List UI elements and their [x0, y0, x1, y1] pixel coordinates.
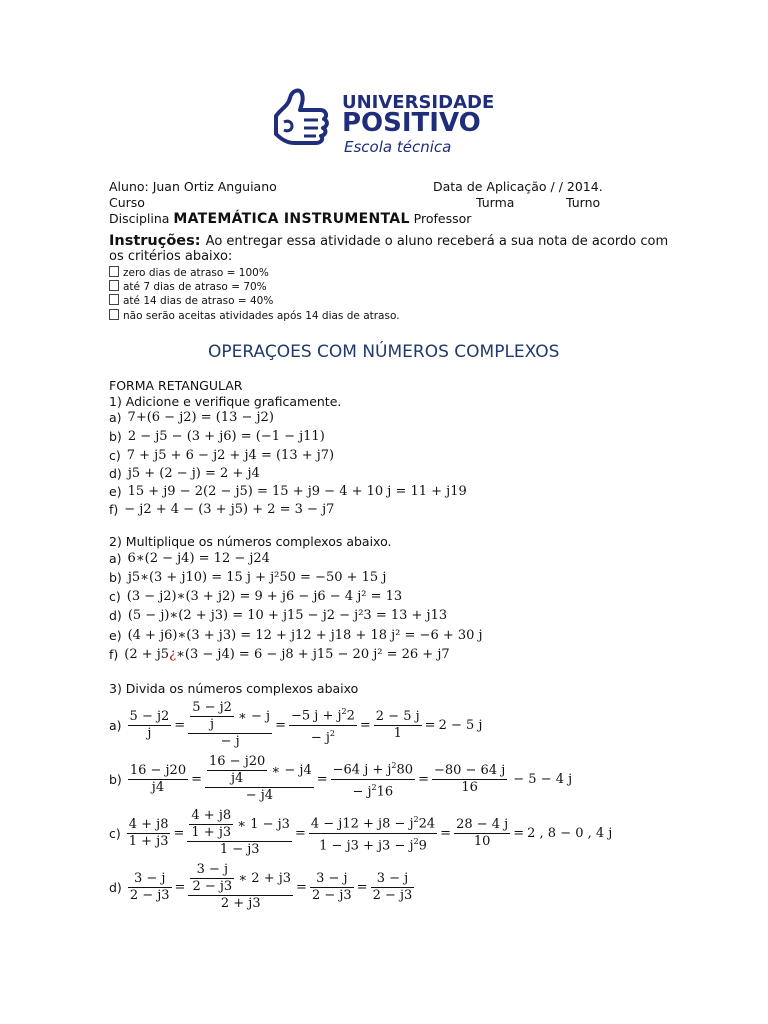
professor-field: Professor [413, 211, 472, 226]
disciplina-label: Disciplina [109, 211, 170, 226]
q2-item: f) (2 + j5 ¿ ∗(3 − j4) = 6 − j8 + j15 − 20 j² = 26 + j7 [109, 647, 450, 662]
turma-field: Turma [476, 195, 515, 210]
q3-heading: 3) Divida os números complexos abaixo [109, 681, 359, 696]
disciplina-name: MATEMÁTICA INSTRUMENTAL [173, 211, 410, 227]
q1-item: d) j5 + (2 − j) = 2 + j4 [109, 466, 260, 481]
q1-item: b) 2 − j5 − (3 + j6) = (−1 − j11) [109, 429, 325, 444]
criterio-item: até 14 dias de atraso = 40% [109, 294, 273, 307]
logo-line3: Escola técnica [344, 138, 452, 156]
criterio-item: zero dias de atraso = 100% [109, 266, 269, 279]
q2-item: c) (3 − j2)∗(3 + j2) = 9 + j6 − j6 − 4 j² = 13 [109, 589, 403, 604]
checkbox-icon [109, 280, 119, 291]
curso-field: Curso [109, 195, 145, 210]
page-title: OPERAÇOES COM NÚMEROS COMPLEXOS [208, 342, 560, 362]
logo-line1: UNIVERSIDADE [342, 92, 495, 113]
checkbox-icon [109, 266, 119, 277]
instrucoes-text2: os critérios abaixo: [109, 249, 233, 264]
instrucoes-text: Ao entregar essa atividade o aluno receberá a sua nota de acordo com [205, 234, 669, 249]
q1-item: c) 7 + j5 + 6 − j2 + j4 = (13 + j7) [109, 448, 335, 463]
criterio-item: não serão aceitas atividades após 14 dias de atraso. [109, 309, 400, 322]
q1-item: f) − j2 + 4 − (3 + j5) + 2 = 3 − j7 [109, 502, 335, 517]
data-aplicacao-field: Data de Aplicação / / 2014. [433, 179, 603, 194]
aluno-field: Aluno: Juan Ortiz Anguiano [109, 179, 277, 194]
disciplina-row [109, 211, 471, 227]
q3-item-a: a) $\frac{5 - j2}{j}$ = $\frac{5 - j2}{j}$ ∗ − j − j = $\frac{-5 j + j^22}{- j^2}$ = $\frac{2 - 5 j}{1}$ = 2 − 5 j [109, 700, 483, 749]
criterio-item: até 7 dias de atraso = 70% [109, 280, 267, 293]
checkbox-icon [109, 294, 119, 305]
q3-item-d: d) $\frac{3 - j}{2 - j3}$ = $\frac{3 - j}{2 - j3}$ ∗ 2 + j3 2 + j3 = $\frac{3 - j}{2 - j3}$ = $\frac{3 - j}{2 - j3}$ [109, 862, 413, 911]
q1-heading: 1) Adicione e verifique graficamente. [109, 394, 342, 409]
q1-item: e) 15 + j9 − 2(2 − j5) = 15 + j9 − 4 + 10 j = 11 + j19 [109, 484, 467, 499]
q1-item: a) 7+(6 − j2) = (13 − j2) [109, 410, 274, 425]
q2-heading: 2) Multiplique os números complexos abaixo. [109, 534, 392, 549]
q3-item-b: b) $\frac{16 - j20}{j4}$ = $\frac{16 - j20}{j4}$ ∗ − j4 − j4 = $\frac{-64 j + j^280}{- j^216}$ = $\frac{-80 - 64 j}{16}$ − 5 − 4 j [109, 754, 573, 803]
q3-item-c: c) $\frac{4 + j8}{1 + j3}$ = $\frac{4 + j8}{1 + j3}$ ∗ 1 − j3 1 − j3 = $\frac{4 - j12 + j8 - j^224}{1 - j3 + j3 - j^29}$ = $\frac{28 - 4 j}{10}$ = 2 , 8 − 0 , 4 j [109, 808, 613, 857]
turno-field: Turno [566, 195, 601, 210]
checkbox-icon [109, 309, 119, 320]
logo [268, 84, 498, 160]
thumbs-up-icon [268, 86, 338, 148]
section-heading: FORMA RETANGULAR [109, 378, 243, 393]
instrucoes-row [109, 230, 668, 249]
q2-item: d) (5 − j)∗(2 + j3) = 10 + j15 − j2 − j²3 = 13 + j13 [109, 608, 448, 623]
instrucoes-label: Instruções: [109, 233, 201, 249]
q2-item: b) j5∗(3 + j10) = 15 j + j²50 = −50 + 15 j [109, 570, 387, 585]
logo-line2: POSITIVO [342, 108, 481, 138]
q2-item: a) 6∗(2 − j4) = 12 − j24 [109, 551, 270, 566]
q2-item: e) (4 + j6)∗(3 + j3) = 12 + j12 + j18 + 18 j² = −6 + 30 j [109, 628, 483, 643]
